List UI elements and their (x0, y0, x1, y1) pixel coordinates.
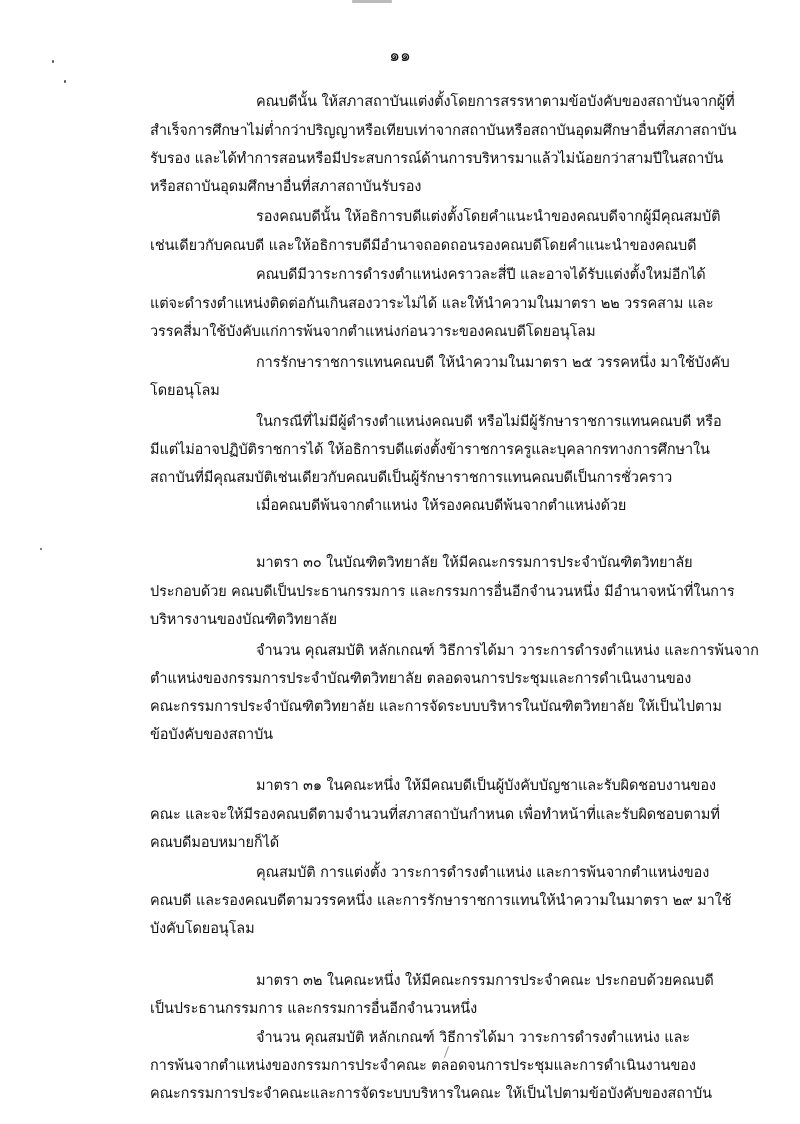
scan-speck (352, 0, 392, 3)
scan-speck (40, 548, 42, 550)
paragraph-line: หรือสถาบันอุดมศึกษาอื่นที่สภาสถาบันรับรอง (150, 179, 422, 195)
paragraph-line: สำเร็จการศึกษาไม่ต่ำกว่าปริญญาหรือเทียบเท่าจากสถาบันหรือสถาบันอุดมศึกษาอื่นที่สภาสถาบัน (150, 123, 737, 139)
page-number: ๑๑ (389, 46, 411, 66)
paragraph-line: สถาบันที่มีคุณสมบัติเช่นเดียวกับคณบดีเป็นผู้รักษาราชการแทนคณบดีเป็นการชั่วคราว (150, 470, 673, 486)
section-heading-line: มาตรา ๓๒ ในคณะหนึ่ง ให้มีคณะกรรมการประจำคณะ ประกอบด้วยคณบดี (256, 973, 714, 989)
paragraph-line: ประกอบด้วย คณบดีเป็นประธานกรรมการ และกรรมการอื่นอีกจำนวนหนึ่ง มีอำนาจหน้าที่ในการ (150, 584, 735, 600)
paragraph-line: การรักษาราชการแทนคณบดี ให้นำความในมาตรา ๒๕ วรรคหนึ่ง มาใช้บังคับ (256, 355, 730, 371)
scan-speck (64, 80, 66, 83)
paragraph-line: คณะ และจะให้มีรองคณบดีตามจำนวนที่สภาสถาบันกำหนด เพื่อทำหน้าที่และรับผิดชอบตามที่ (150, 807, 720, 823)
paragraph-line: ข้อบังคับของสถาบัน (150, 727, 273, 743)
paragraph-line: คณบดีนั้น ให้สภาสถาบันแต่งตั้งโดยการสรรหาตามข้อบังคับของสถาบันจากผู้ที่ (256, 94, 735, 110)
paragraph-line: วรรคสี่มาใช้บังคับแก่การพ้นจากตำแหน่งก่อนวาระของคณบดีโดยอนุโลม (150, 324, 596, 340)
scan-speck (52, 60, 54, 63)
paragraph-line: รองคณบดีนั้น ให้อธิการบดีแต่งตั้งโดยคำแนะนำของคณบดีจากผู้มีคุณสมบัติ (256, 209, 721, 225)
paragraph-line: แต่จะดำรงตำแหน่งติดต่อกันเกินสองวาระไม่ได้ และให้นำความในมาตรา ๒๒ วรรคสาม และ (150, 296, 714, 312)
paragraph-line: โดยอนุโลม (150, 383, 220, 399)
paragraph-line: คณะกรรมการประจำคณะและการจัดระบบบริหารในคณะ ให้เป็นไปตามข้อบังคับของสถาบัน (150, 1086, 712, 1102)
paragraph-line: เมื่อคณบดีพ้นจากตำแหน่ง ให้รองคณบดีพ้นจากตำแหน่งด้วย (256, 498, 627, 514)
paragraph-line: มีแต่ไม่อาจปฏิบัติราชการได้ ให้อธิการบดีแต่งตั้งข้าราชการครูและบุคลากรทางการศึกษาใน (150, 442, 710, 458)
section-heading-line: มาตรา ๓๑ ในคณะหนึ่ง ให้มีคณบดีเป็นผู้บังคับบัญชาและรับผิดชอบงานของ (256, 778, 716, 794)
paragraph-line: ตำแหน่งของกรรมการประจำบัณฑิตวิทยาลัย ตลอดจนการประชุมและการดำเนินงานของ (150, 671, 692, 687)
paragraph-line: คณบดีมอบหมายก็ได้ (150, 835, 280, 851)
section-heading-line: มาตรา ๓๐ ในบัณฑิตวิทยาลัย ให้มีคณะกรรมการประจำบัณฑิตวิทยาลัย (256, 555, 693, 571)
paragraph-line: คณบดีมีวาระการดำรงตำแหน่งคราวละสี่ปี และอาจได้รับแต่งตั้งใหม่อีกได้ (256, 267, 706, 283)
paragraph-line: คณะกรรมการประจำบัณฑิตวิทยาลัย และการจัดระบบบริหารในบัณฑิตวิทยาลัย ให้เป็นไปตาม (150, 699, 722, 715)
paragraph-line: การพ้นจากตำแหน่งของกรรมการประจำคณะ ตลอดจนการประชุมและการดำเนินงานของ (150, 1058, 696, 1074)
paragraph-line: จำนวน คุณสมบัติ หลักเกณฑ์ วิธีการได้มา วาระการดำรงตำแหน่ง และ (256, 1030, 690, 1046)
paragraph-line: รับรอง และได้ทำการสอนหรือมีประสบการณ์ด้านการบริหารมาแล้วไม่น้อยกว่าสามปีในสถาบัน (150, 151, 724, 167)
paragraph-line: บริหารงานของบัณฑิตวิทยาลัย (150, 612, 338, 628)
paragraph-line: เช่นเดียวกับคณบดี และให้อธิการบดีมีอำนาจถอดถอนรองคณบดีโดยคำแนะนำของคณบดี (150, 238, 697, 254)
paragraph-line: คุณสมบัติ การแต่งตั้ง วาระการดำรงตำแหน่ง และการพ้นจากตำแหน่งของ (256, 865, 710, 881)
paragraph-line: คณบดี และรองคณบดีตามวรรคหนึ่ง และการรักษาราชการแทนให้นำความในมาตรา ๒๙ มาใช้ (150, 893, 732, 909)
paragraph-line: บังคับโดยอนุโลม (150, 921, 255, 937)
paragraph-line: ในกรณีที่ไม่มีผู้ดำรงตำแหน่งคณบดี หรือไม่มีผู้รักษาราชการแทนคณบดี หรือ (256, 414, 722, 430)
paragraph-line: เป็นประธานกรรมการ และกรรมการอื่นอีกจำนวนหนึ่ง (150, 1001, 478, 1017)
paragraph-line: จำนวน คุณสมบัติ หลักเกณฑ์ วิธีการได้มา วาระการดำรงตำแหน่ง และการพ้นจาก (256, 643, 759, 659)
